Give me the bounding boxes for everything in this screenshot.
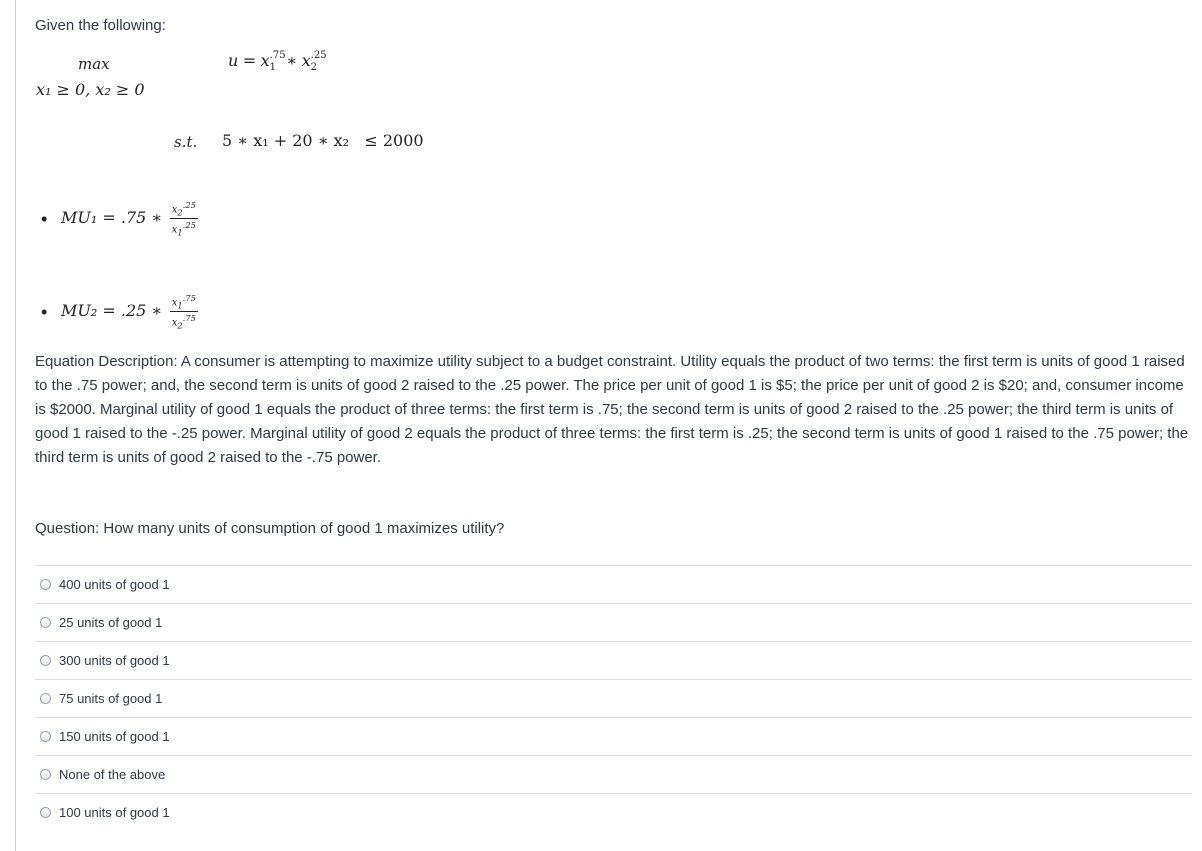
budget-constraint: 5 ∗ x₁ + 20 ∗ x₂ ≤ 2000: [222, 131, 424, 150]
intro-text: Given the following:: [35, 17, 166, 34]
answer-option[interactable]: 150 units of good 1: [35, 717, 1192, 755]
mu2-fraction: $\frac{x_1^{.75}}{x_2^{.75}}$: [171, 293, 196, 331]
answer-list: [35, 565, 1192, 831]
answer-option[interactable]: 25 units of good 1: [35, 603, 1192, 641]
st-label: s.t.: [174, 133, 198, 151]
answer-option[interactable]: 400 units of good 1: [35, 565, 1192, 603]
answer-option[interactable]: 300 units of good 1: [35, 641, 1192, 679]
mu2-equation: MU₂ = .25 ∗ $\frac{x_1^{.75}}{x_2^{.75}}$: [61, 293, 196, 331]
nonnegativity-constraint: x₁ ≥ 0, x₂ ≥ 0: [36, 80, 145, 99]
left-border: [15, 0, 16, 851]
mu1-fraction: $\frac{x_2^{.25}}{x_1^{.25}}$: [171, 200, 196, 238]
answer-option[interactable]: 75 units of good 1: [35, 679, 1192, 717]
radio-button[interactable]: [40, 655, 51, 666]
radio-button[interactable]: [40, 617, 51, 628]
bullet-icon: •: [41, 302, 48, 322]
radio-button[interactable]: [40, 807, 51, 818]
radio-button[interactable]: [40, 769, 51, 780]
utility-equation: $u = x^{.75}_1$ ∗ $x^{.25}_2$: [228, 50, 327, 73]
equation-description: Equation Description: A consumer is attempting to maximize utility subject to a budget constraint. Utility equals the product of two terms: the first term is units of good 1 raised to the .75 power; and, the second term is units of good 2 raised to the .25 power. The price per unit of good 1 is $5; the price per unit of good 2 is $20; and, consumer income is $2000. Marginal utility of good 1 equals the product of three terms: the first term is .75; the second term is units of good 2 raised to the .25 power; the third term is units of good 1 raised to the -.25 power. Marginal utility of good 2 equals the product of three terms: the first term is .25; the second term is units of good 1 raised to the .75 power; the third term is units of good 2 raised to the -.75 power.: [35, 353, 1189, 466]
radio-button[interactable]: [40, 693, 51, 704]
bullet-icon: •: [41, 209, 48, 229]
max-label: max: [78, 55, 110, 73]
question-text: Question: How many units of consumption of good 1 maximizes utility?: [35, 520, 505, 537]
radio-button[interactable]: [40, 731, 51, 742]
answer-option[interactable]: None of the above: [35, 755, 1192, 793]
mu1-equation: MU₁ = .75 ∗ $\frac{x_2^{.25}}{x_1^{.25}}$: [61, 200, 196, 238]
radio-button[interactable]: [40, 579, 51, 590]
answer-option[interactable]: 100 units of good 1: [35, 793, 1192, 831]
